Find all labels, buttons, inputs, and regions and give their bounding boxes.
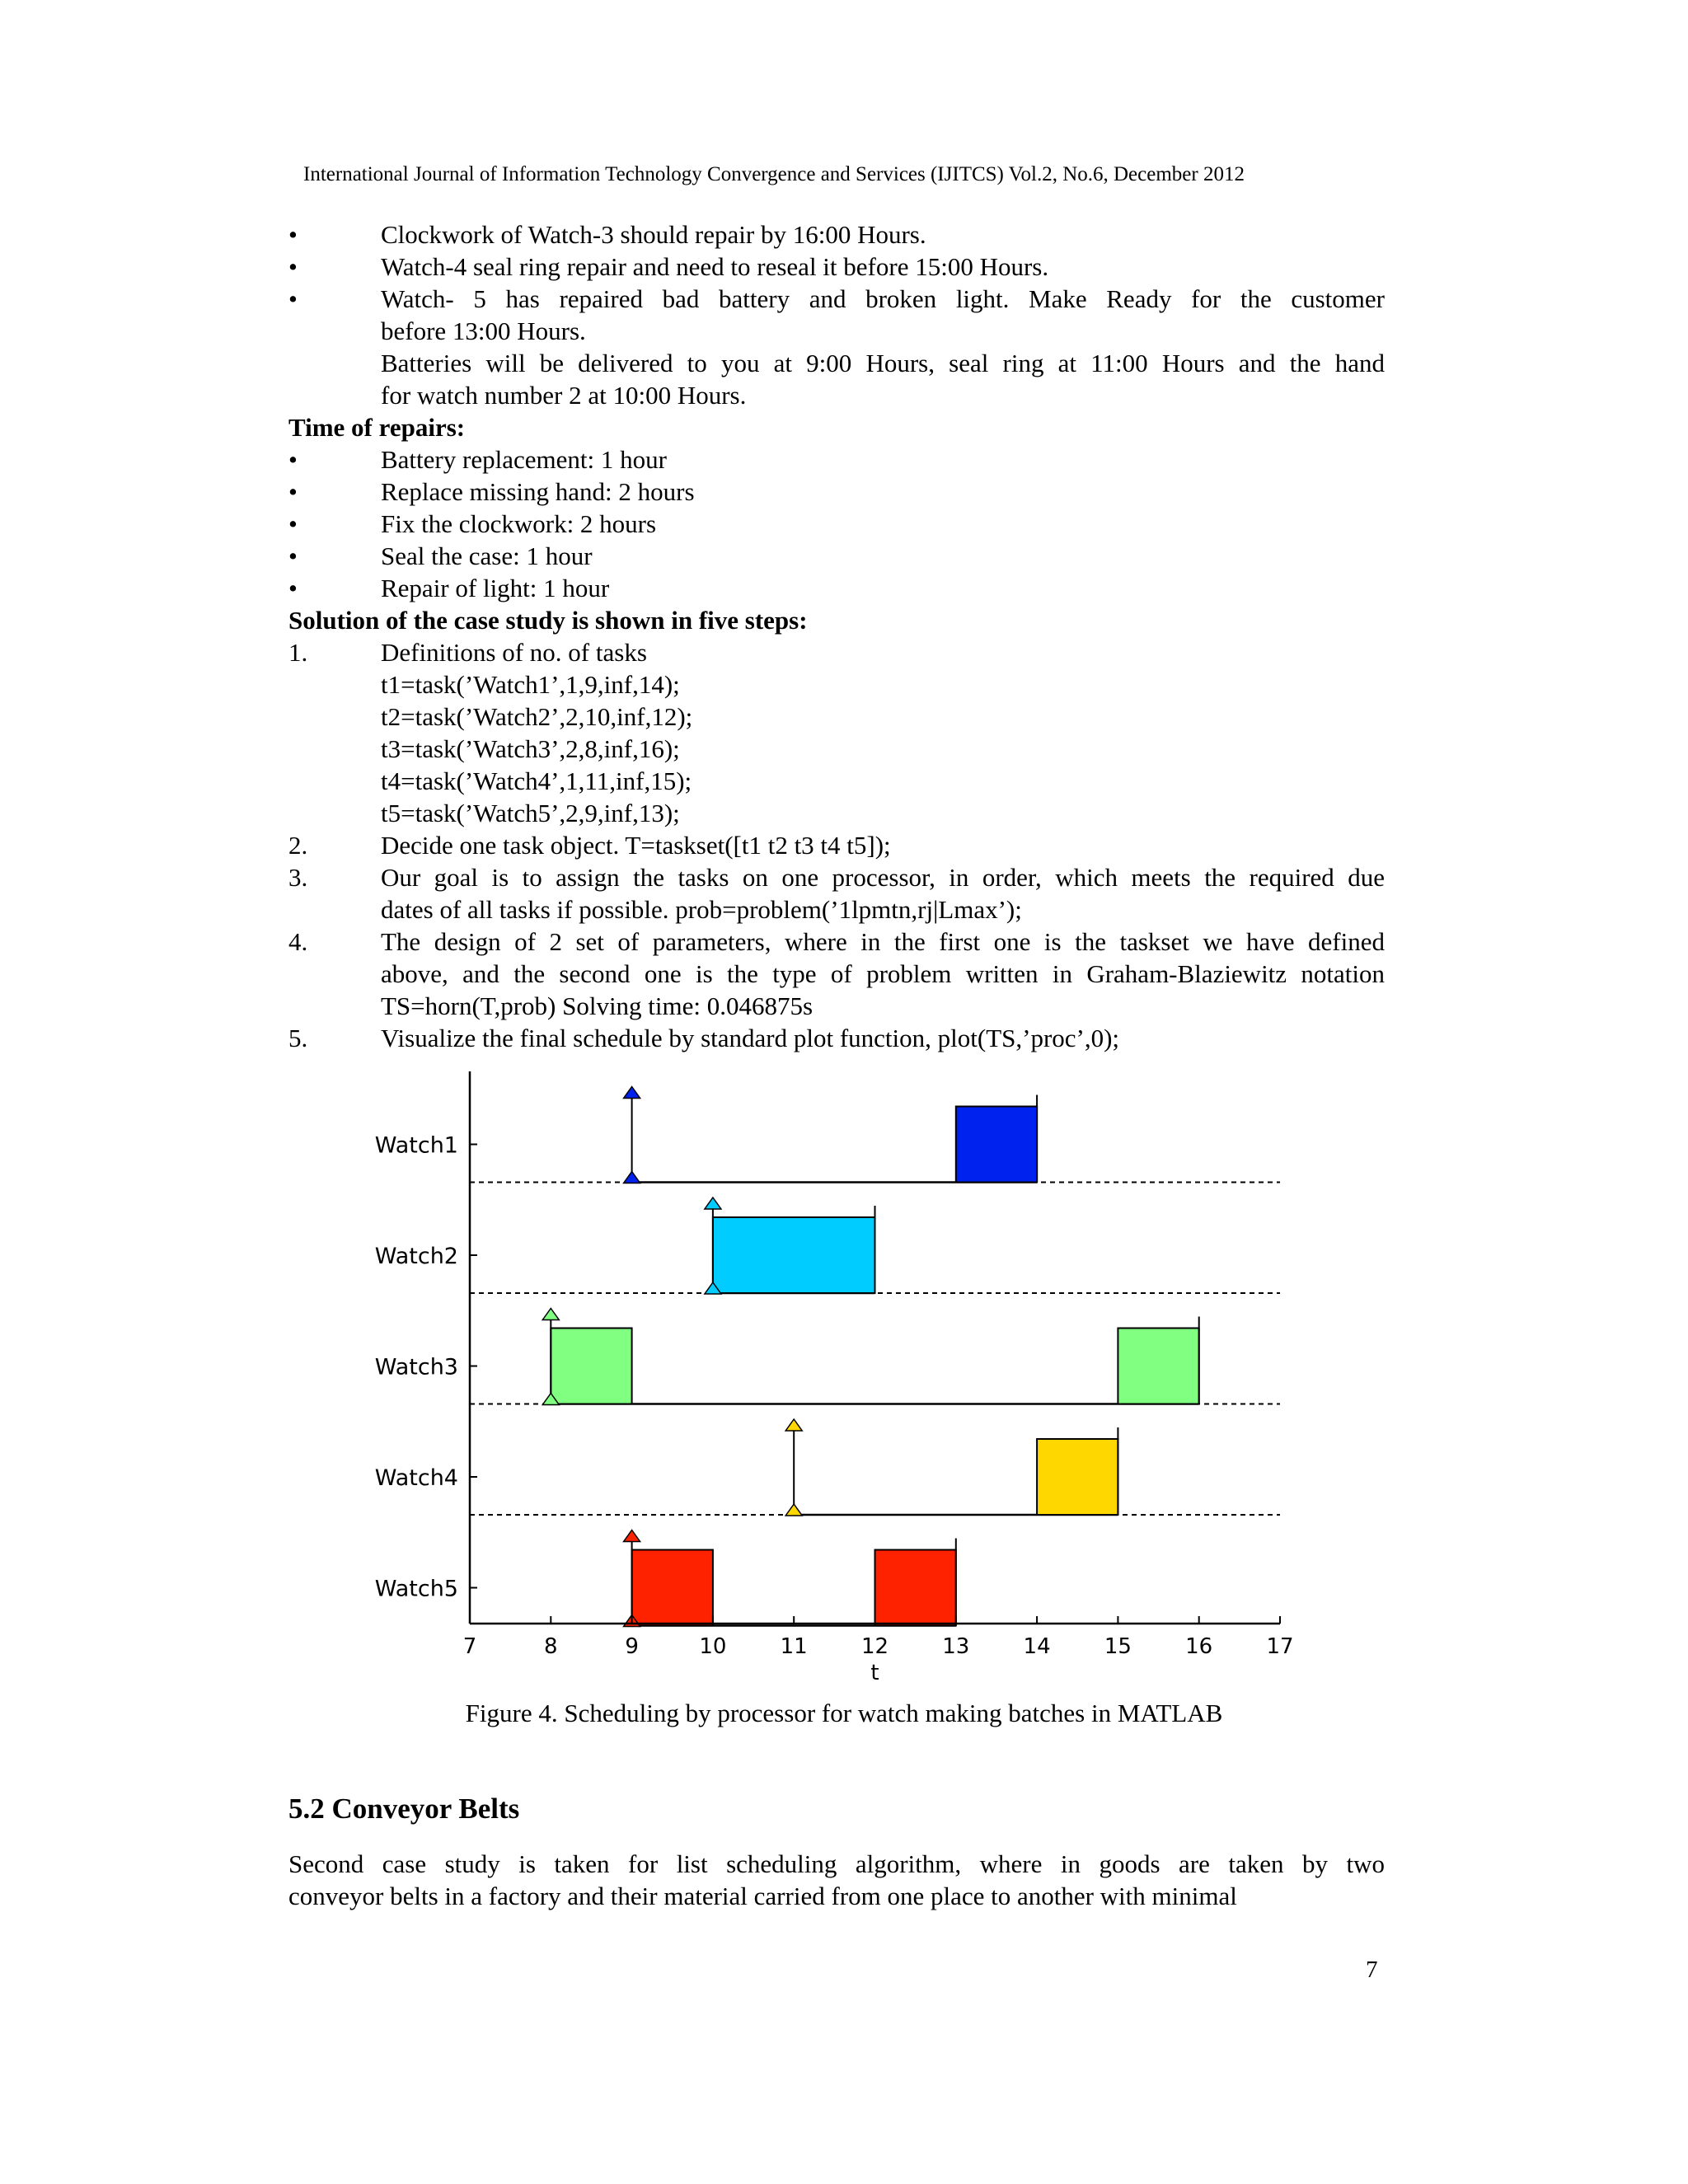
note-text: Batteries will be delivered to you at 9:00 Hours, seal ring at 11:00 Hours and the hand: [381, 349, 1385, 377]
code-line: [288, 701, 1385, 733]
code-line: [288, 668, 1385, 701]
x-tick-label: 17: [1266, 1634, 1294, 1659]
repair-item: [288, 508, 1385, 541]
x-axis-label: t: [870, 1661, 879, 1681]
bullet-mark: •: [288, 541, 298, 570]
x-tick-label: 14: [1023, 1634, 1051, 1659]
bullet-line: [288, 283, 1385, 316]
code-text: t5=task(’Watch5’,2,9,inf,13);: [381, 799, 680, 827]
repair-text: Battery replacement: 1 hour: [381, 445, 667, 474]
step-line: [288, 829, 1385, 862]
running-header: International Journal of Information Technology Convergence and Services (IJITCS) Vol.2, No.6, December 2012: [303, 163, 1245, 185]
paragraph-line: Second case study is taken for list scheduling algorithm, where in goods are taken by two: [288, 1849, 1385, 1878]
x-tick-label: 9: [625, 1634, 639, 1659]
step-text: Our goal is to assign the tasks on one processor, in order, which meets the required due: [381, 863, 1385, 892]
x-tick-label: 10: [699, 1634, 727, 1659]
bullet-text: Watch-4 seal ring repair and need to reseal it before 15:00 Hours.: [381, 252, 1049, 281]
step-continuation: [288, 990, 1385, 1023]
step-number: 2.: [288, 831, 308, 860]
step-text: TS=horn(T,prob) Solving time: 0.046875s: [381, 991, 814, 1020]
x-tick-label: 8: [544, 1634, 558, 1659]
repair-text: Repair of light: 1 hour: [381, 574, 610, 602]
step-number: 3.: [288, 863, 308, 892]
task-segment-bar: [713, 1217, 875, 1293]
release-arrow-base: [624, 1172, 640, 1183]
repair-text: Fix the clockwork: 2 hours: [381, 509, 657, 538]
x-tick-label: 7: [462, 1634, 477, 1659]
step-text: dates of all tasks if possible. prob=problem(’1lpmtn,rj|Lmax’);: [381, 895, 1022, 924]
task-segment-bar: [551, 1329, 631, 1404]
bullet-mark: •: [288, 445, 298, 474]
step-text: Decide one task object. T=taskset([t1 t2 t3 t4 t5]);: [381, 831, 891, 860]
section-heading: 5.2 Conveyor Belts: [288, 1793, 520, 1825]
code-text: t4=task(’Watch4’,1,11,inf,15);: [381, 766, 692, 795]
repair-text: Seal the case: 1 hour: [381, 541, 593, 570]
code-text: t1=task(’Watch1’,1,9,inf,14);: [381, 670, 680, 699]
bullet-continuation: [288, 315, 1385, 348]
x-tick-label: 13: [942, 1634, 970, 1659]
schedule-gantt-chart: [363, 1071, 1302, 1681]
bullet-mark: •: [288, 574, 298, 602]
y-tick-label: Watch5: [374, 1576, 458, 1602]
step-text: above, and the second one is the type of problem written in Graham-Blaziewitz notation: [381, 959, 1385, 988]
bullet-mark: •: [288, 509, 298, 538]
y-tick-label: Watch4: [374, 1465, 458, 1491]
page-number: 7: [1366, 1957, 1378, 1983]
release-arrow-head: [624, 1087, 640, 1099]
code-text: t3=task(’Watch3’,2,8,inf,16);: [381, 734, 680, 763]
step-line: [288, 1022, 1385, 1055]
task-segment-bar: [1118, 1329, 1198, 1404]
step-line: [288, 636, 1385, 669]
x-tick-label: 16: [1185, 1634, 1213, 1659]
code-line: [288, 733, 1385, 766]
x-tick-label: 15: [1104, 1634, 1132, 1659]
repair-text: Replace missing hand: 2 hours: [381, 477, 695, 506]
step-text: Definitions of no. of tasks: [381, 638, 647, 667]
step-continuation: [288, 893, 1385, 926]
release-arrow-head: [785, 1419, 802, 1431]
bullet-mark: •: [288, 220, 298, 249]
code-line: [288, 797, 1385, 830]
task-segment-bar: [875, 1550, 956, 1626]
release-arrow-head: [624, 1530, 640, 1542]
y-tick-label: Watch2: [374, 1244, 458, 1269]
bullet-mark: •: [288, 477, 298, 506]
bullet-mark: •: [288, 252, 298, 281]
step-line: [288, 861, 1385, 894]
repair-item: [288, 443, 1385, 476]
paragraph-line: conveyor belts in a factory and their material carried from one place to another with minimal: [288, 1882, 1237, 1910]
y-tick-label: Watch1: [374, 1132, 458, 1159]
bullet-text: Watch- 5 has repaired bad battery and broken light. Make Ready for the customer: [381, 284, 1385, 313]
bullet-mark: •: [288, 284, 298, 313]
task-segment-bar: [1037, 1439, 1118, 1515]
note-text: for watch number 2 at 10:00 Hours.: [381, 381, 747, 410]
x-tick-label: 11: [780, 1634, 808, 1659]
note-line: [288, 347, 1385, 380]
release-arrow-base: [785, 1504, 802, 1516]
step-line: [288, 926, 1385, 958]
x-tick-label: 12: [860, 1634, 889, 1659]
step-text: The design of 2 set of parameters, where in the first one is the taskset we have defined: [381, 927, 1385, 956]
step-text: Visualize the final schedule by standard plot function, plot(TS,’proc’,0);: [381, 1024, 1120, 1052]
step-number: 5.: [288, 1024, 308, 1052]
task-segment-bar: [632, 1550, 713, 1626]
release-arrow-head: [705, 1197, 721, 1209]
figure-caption: Figure 4. Scheduling by processor for watch making batches in MATLAB: [465, 1699, 1223, 1727]
release-arrow-head: [542, 1309, 559, 1320]
task-segment-bar: [956, 1107, 1037, 1183]
repair-item: [288, 540, 1385, 573]
code-text: t2=task(’Watch2’,2,10,inf,12);: [381, 702, 693, 731]
repair-item: [288, 572, 1385, 605]
step-number: 1.: [288, 638, 308, 667]
code-line: [288, 765, 1385, 798]
bullet-line: [288, 218, 1385, 251]
bullet-text: before 13:00 Hours.: [381, 316, 586, 345]
y-tick-label: Watch3: [374, 1354, 458, 1380]
step-continuation: [288, 958, 1385, 991]
bullet-line: [288, 251, 1385, 284]
solution-heading: Solution of the case study is shown in five steps:: [288, 606, 808, 635]
bullet-text: Clockwork of Watch-3 should repair by 16:00 Hours.: [381, 220, 926, 249]
repair-item: [288, 476, 1385, 509]
note-line: [288, 379, 1385, 412]
repairs-heading: Time of repairs:: [288, 413, 466, 442]
step-number: 4.: [288, 927, 308, 956]
